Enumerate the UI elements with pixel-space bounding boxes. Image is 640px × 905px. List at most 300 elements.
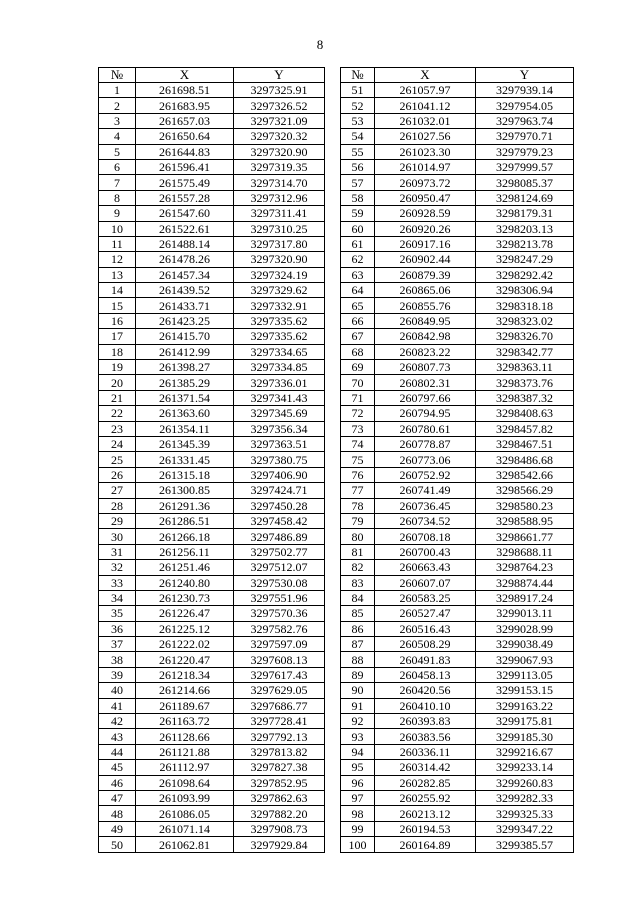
point-number-left: 41 [99,698,136,713]
y-right: 3298688.11 [476,544,574,559]
x-right: 260849.95 [375,313,476,328]
column-gap [325,683,341,698]
header-number-left: № [99,68,136,83]
point-number-right: 69 [341,360,375,375]
column-gap [325,206,341,221]
point-number-left: 48 [99,806,136,821]
y-right: 3298085.37 [476,175,574,190]
y-left: 3297502.77 [234,544,325,559]
table-row [99,344,574,359]
column-gap [325,406,341,421]
y-right: 3299347.22 [476,821,574,836]
x-left: 261345.39 [136,436,234,451]
x-right: 260794.95 [375,406,476,421]
column-gap [325,190,341,205]
table-row [99,283,574,298]
y-right: 3298408.63 [476,406,574,421]
point-number-right: 60 [341,221,375,236]
point-number-right: 80 [341,529,375,544]
x-right: 260855.76 [375,298,476,313]
point-number-right: 72 [341,406,375,421]
table-body [99,83,574,853]
header-x-left: X [136,68,234,83]
y-right: 3298580.23 [476,498,574,513]
x-right: 260797.66 [375,390,476,405]
column-gap [325,221,341,236]
column-gap [325,529,341,544]
y-right: 3298486.68 [476,452,574,467]
point-number-left: 1 [99,83,136,98]
point-number-right: 100 [341,837,375,853]
y-right: 3298318.18 [476,298,574,313]
x-right: 260973.72 [375,175,476,190]
point-number-left: 9 [99,206,136,221]
table-row [99,467,574,482]
table-row [99,313,574,328]
point-number-right: 99 [341,821,375,836]
y-right: 3297954.05 [476,98,574,113]
y-left: 3297792.13 [234,729,325,744]
table-row [99,129,574,144]
x-left: 261062.81 [136,837,234,853]
y-left: 3297582.76 [234,621,325,636]
y-left: 3297827.38 [234,760,325,775]
y-left: 3297450.28 [234,498,325,513]
x-right: 260607.07 [375,575,476,590]
table-row [99,621,574,636]
table-row [99,421,574,436]
y-right: 3298588.95 [476,513,574,528]
point-number-left: 10 [99,221,136,236]
y-right: 3299038.49 [476,637,574,652]
table-row [99,144,574,159]
column-gap [325,360,341,375]
x-right: 260527.47 [375,606,476,621]
table-row [99,790,574,805]
table-row [99,714,574,729]
x-left: 261433.71 [136,298,234,313]
y-left: 3297629.05 [234,683,325,698]
x-right: 260410.10 [375,698,476,713]
point-number-left: 36 [99,621,136,636]
point-number-right: 57 [341,175,375,190]
y-right: 3298323.02 [476,313,574,328]
column-gap [325,83,341,98]
y-left: 3297617.43 [234,667,325,682]
column-gap [325,298,341,313]
y-right: 3298213.78 [476,236,574,251]
table-row [99,452,574,467]
y-left: 3297314.70 [234,175,325,190]
y-right: 3298306.94 [476,283,574,298]
x-left: 261071.14 [136,821,234,836]
x-left: 261412.99 [136,344,234,359]
point-number-right: 68 [341,344,375,359]
point-number-left: 8 [99,190,136,205]
x-left: 261226.47 [136,606,234,621]
y-left: 3297310.25 [234,221,325,236]
column-gap [325,313,341,328]
x-right: 260807.73 [375,360,476,375]
column-gap [325,283,341,298]
column-gap [325,375,341,390]
y-right: 3299260.83 [476,775,574,790]
point-number-right: 95 [341,760,375,775]
y-right: 3298342.77 [476,344,574,359]
table-row [99,406,574,421]
y-left: 3297728.41 [234,714,325,729]
x-right: 260314.42 [375,760,476,775]
y-right: 3299282.33 [476,790,574,805]
point-number-right: 84 [341,590,375,605]
x-right: 260780.61 [375,421,476,436]
x-right: 260213.12 [375,806,476,821]
point-number-right: 96 [341,775,375,790]
point-number-right: 82 [341,560,375,575]
y-right: 3297963.74 [476,113,574,128]
x-left: 261547.60 [136,206,234,221]
point-number-left: 26 [99,467,136,482]
y-left: 3297551.96 [234,590,325,605]
x-left: 261657.03 [136,113,234,128]
point-number-left: 29 [99,513,136,528]
column-gap [325,436,341,451]
point-number-right: 55 [341,144,375,159]
x-left: 261488.14 [136,236,234,251]
x-left: 261291.36 [136,498,234,513]
header-number-right: № [341,68,375,83]
header-y-left: Y [234,68,325,83]
y-left: 3297332.91 [234,298,325,313]
x-right: 261027.56 [375,129,476,144]
column-gap [325,68,341,83]
x-left: 261189.67 [136,698,234,713]
y-left: 3297320.90 [234,252,325,267]
column-gap [325,714,341,729]
point-number-left: 49 [99,821,136,836]
table-row [99,683,574,698]
x-left: 261121.88 [136,744,234,759]
column-gap [325,652,341,667]
x-right: 260928.59 [375,206,476,221]
column-gap [325,775,341,790]
point-number-right: 90 [341,683,375,698]
table-row [99,667,574,682]
y-right: 3298661.77 [476,529,574,544]
point-number-right: 89 [341,667,375,682]
x-left: 261230.73 [136,590,234,605]
x-left: 261315.18 [136,467,234,482]
y-left: 3297335.62 [234,329,325,344]
point-number-left: 34 [99,590,136,605]
x-left: 261331.45 [136,452,234,467]
y-left: 3297341.43 [234,390,325,405]
x-left: 261398.27 [136,360,234,375]
point-number-right: 53 [341,113,375,128]
column-gap [325,236,341,251]
x-left: 261086.05 [136,806,234,821]
x-left: 261163.72 [136,714,234,729]
point-number-left: 25 [99,452,136,467]
point-number-right: 87 [341,637,375,652]
column-gap [325,621,341,636]
x-left: 261222.02 [136,637,234,652]
table-row [99,544,574,559]
x-left: 261251.46 [136,560,234,575]
y-right: 3299233.14 [476,760,574,775]
point-number-left: 45 [99,760,136,775]
table-header-row [99,68,574,83]
y-left: 3297686.77 [234,698,325,713]
table-row [99,729,574,744]
y-left: 3297570.36 [234,606,325,621]
table-row [99,652,574,667]
point-number-left: 28 [99,498,136,513]
column-gap [325,498,341,513]
x-left: 261644.83 [136,144,234,159]
x-right: 260508.29 [375,637,476,652]
column-gap [325,560,341,575]
table-row [99,360,574,375]
table-row [99,837,574,853]
y-left: 3297882.20 [234,806,325,821]
y-left: 3297324.19 [234,267,325,282]
y-left: 3297311.41 [234,206,325,221]
y-right: 3298467.51 [476,436,574,451]
column-gap [325,760,341,775]
table-row [99,113,574,128]
point-number-right: 88 [341,652,375,667]
table-row [99,744,574,759]
y-right: 3298917.24 [476,590,574,605]
y-left: 3297317.80 [234,236,325,251]
x-right: 260842.98 [375,329,476,344]
y-right: 3298363.11 [476,360,574,375]
y-right: 3297970.71 [476,129,574,144]
coordinates-table [98,67,574,853]
point-number-right: 94 [341,744,375,759]
point-number-right: 67 [341,329,375,344]
point-number-right: 92 [341,714,375,729]
y-right: 3298387.32 [476,390,574,405]
x-left: 261683.95 [136,98,234,113]
point-number-left: 6 [99,159,136,174]
y-right: 3298247.29 [476,252,574,267]
point-number-right: 73 [341,421,375,436]
x-right: 260708.18 [375,529,476,544]
x-right: 260736.45 [375,498,476,513]
x-right: 260583.25 [375,590,476,605]
y-right: 3297939.14 [476,83,574,98]
y-right: 3298124.69 [476,190,574,205]
x-left: 261439.52 [136,283,234,298]
x-left: 261575.49 [136,175,234,190]
x-right: 260663.43 [375,560,476,575]
column-gap [325,606,341,621]
y-left: 3297424.71 [234,483,325,498]
point-number-right: 63 [341,267,375,282]
x-left: 261218.34 [136,667,234,682]
column-gap [325,467,341,482]
y-right: 3299013.11 [476,606,574,621]
table-row [99,206,574,221]
point-number-right: 76 [341,467,375,482]
point-number-left: 21 [99,390,136,405]
y-left: 3297486.89 [234,529,325,544]
x-right: 260383.56 [375,729,476,744]
table-row [99,375,574,390]
x-left: 261112.97 [136,760,234,775]
point-number-left: 3 [99,113,136,128]
table-row [99,529,574,544]
x-left: 261415.70 [136,329,234,344]
table-row [99,483,574,498]
table-row [99,267,574,282]
column-gap [325,637,341,652]
column-gap [325,113,341,128]
x-left: 261220.47 [136,652,234,667]
point-number-left: 33 [99,575,136,590]
x-left: 261385.29 [136,375,234,390]
x-left: 261093.99 [136,790,234,805]
point-number-right: 97 [341,790,375,805]
table-row [99,560,574,575]
x-right: 261014.97 [375,159,476,174]
x-right: 260802.31 [375,375,476,390]
x-left: 261423.25 [136,313,234,328]
column-gap [325,159,341,174]
point-number-left: 43 [99,729,136,744]
point-number-left: 16 [99,313,136,328]
y-left: 3297608.13 [234,652,325,667]
table-row [99,806,574,821]
y-left: 3297929.84 [234,837,325,853]
y-left: 3297326.52 [234,98,325,113]
x-right: 260879.39 [375,267,476,282]
x-left: 261698.51 [136,83,234,98]
x-right: 260917.16 [375,236,476,251]
y-left: 3297334.85 [234,360,325,375]
y-left: 3297312.96 [234,190,325,205]
y-left: 3297329.62 [234,283,325,298]
point-number-right: 54 [341,129,375,144]
y-right: 3299175.81 [476,714,574,729]
point-number-right: 91 [341,698,375,713]
point-number-right: 52 [341,98,375,113]
y-right: 3299185.30 [476,729,574,744]
x-right: 260778.87 [375,436,476,451]
point-number-right: 71 [341,390,375,405]
column-gap [325,252,341,267]
point-number-left: 2 [99,98,136,113]
table-row [99,252,574,267]
point-number-right: 74 [341,436,375,451]
y-right: 3298373.76 [476,375,574,390]
point-number-left: 38 [99,652,136,667]
column-gap [325,267,341,282]
x-right: 260950.47 [375,190,476,205]
point-number-left: 19 [99,360,136,375]
x-left: 261266.18 [136,529,234,544]
y-right: 3299385.57 [476,837,574,853]
column-gap [325,837,341,853]
point-number-left: 5 [99,144,136,159]
column-gap [325,129,341,144]
x-right: 260741.49 [375,483,476,498]
x-left: 261214.66 [136,683,234,698]
y-left: 3297597.09 [234,637,325,652]
x-right: 260282.85 [375,775,476,790]
table-row [99,236,574,251]
table-row [99,390,574,405]
x-right: 260773.06 [375,452,476,467]
x-left: 261256.11 [136,544,234,559]
x-right: 260164.89 [375,837,476,853]
x-left: 261225.12 [136,621,234,636]
y-left: 3297356.34 [234,421,325,436]
header-x-right: X [375,68,476,83]
y-right: 3298874.44 [476,575,574,590]
table-row [99,606,574,621]
point-number-right: 62 [341,252,375,267]
table-row [99,637,574,652]
table-row [99,760,574,775]
point-number-left: 12 [99,252,136,267]
x-left: 261650.64 [136,129,234,144]
point-number-right: 61 [341,236,375,251]
table-row [99,498,574,513]
column-gap [325,544,341,559]
point-number-left: 14 [99,283,136,298]
column-gap [325,390,341,405]
point-number-right: 66 [341,313,375,328]
point-number-right: 93 [341,729,375,744]
y-right: 3299153.15 [476,683,574,698]
column-gap [325,698,341,713]
point-number-left: 13 [99,267,136,282]
x-left: 261286.51 [136,513,234,528]
x-left: 261478.26 [136,252,234,267]
column-gap [325,744,341,759]
column-gap [325,729,341,744]
y-left: 3297345.69 [234,406,325,421]
point-number-left: 4 [99,129,136,144]
table-row [99,436,574,451]
point-number-left: 27 [99,483,136,498]
column-gap [325,575,341,590]
table-row [99,175,574,190]
y-right: 3298203.13 [476,221,574,236]
x-right: 260458.13 [375,667,476,682]
point-number-right: 56 [341,159,375,174]
point-number-right: 85 [341,606,375,621]
x-right: 260823.22 [375,344,476,359]
x-left: 261300.85 [136,483,234,498]
y-right: 3298764.23 [476,560,574,575]
y-left: 3297908.73 [234,821,325,836]
column-gap [325,513,341,528]
x-left: 261354.11 [136,421,234,436]
point-number-left: 22 [99,406,136,421]
y-left: 3297320.90 [234,144,325,159]
point-number-right: 79 [341,513,375,528]
point-number-left: 24 [99,436,136,451]
point-number-left: 47 [99,790,136,805]
point-number-left: 42 [99,714,136,729]
point-number-left: 30 [99,529,136,544]
y-left: 3297325.91 [234,83,325,98]
x-right: 260700.43 [375,544,476,559]
